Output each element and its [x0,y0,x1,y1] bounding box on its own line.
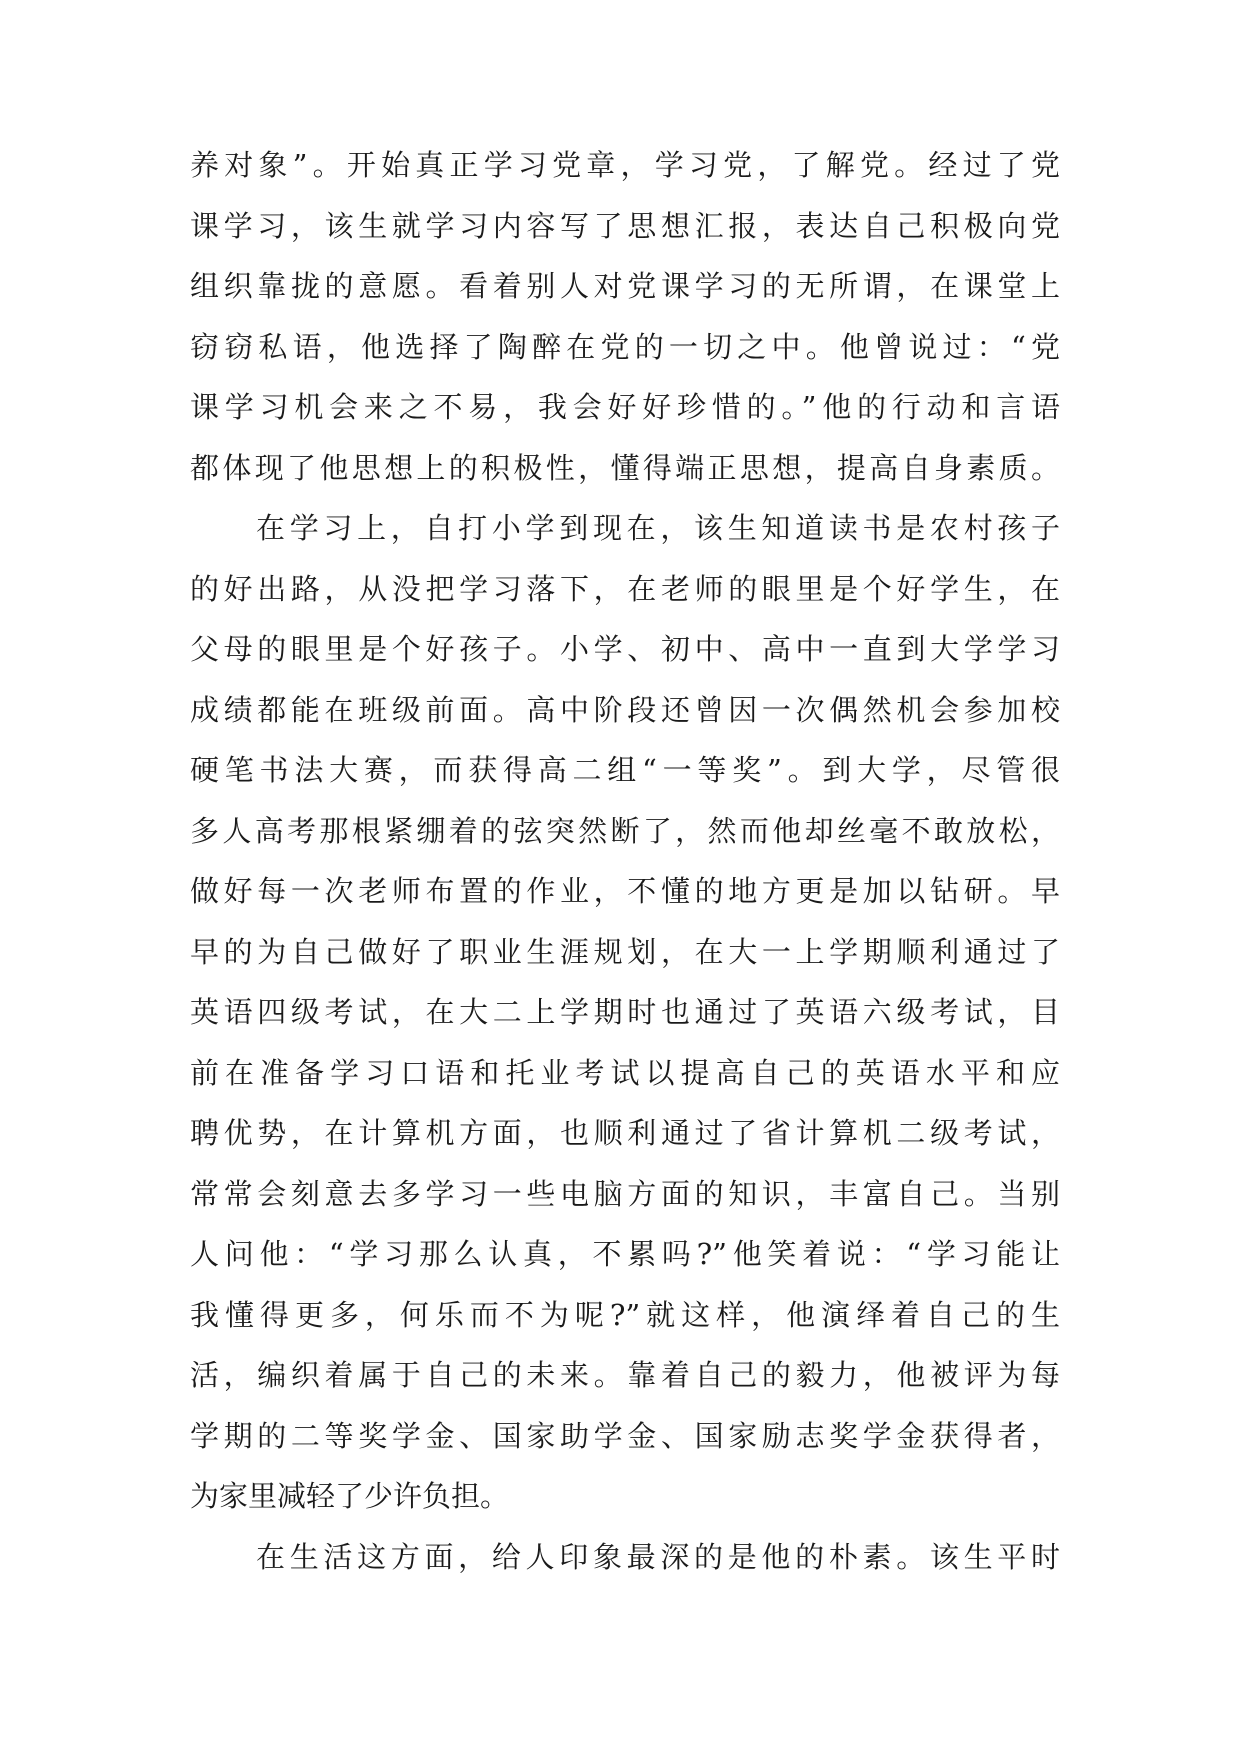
text-line: 活，编织着属于自己的未来。靠着自己的毅力，他被评为每 [190,1358,1060,1392]
text-line: 课学习机会来之不易，我会好好珍惜的。”他的行动和言语 [190,390,1060,424]
text-line: 学期的二等奖学金、国家助学金、国家励志奖学金获得者， [190,1418,1060,1453]
paragraph-life [190,1527,1060,1588]
text-line: 做好每一次老师布置的作业，不懂的地方更是加以钻研。早 [190,874,1060,908]
text-line: 人问他：“学习那么认真，不累吗?”他笑着说：“学习能让 [190,1237,1060,1271]
text-line: 多人高考那根紧绷着的弦突然断了，然而他却丝毫不敢放松， [190,813,1060,848]
text-line: 父母的眼里是个好孩子。小学、初中、高中一直到大学学习 [190,632,1060,666]
text-line: 前在准备学习口语和托业考试以提高自己的英语水平和应 [190,1055,1060,1090]
text-line: 课学习，该生就学习内容写了思想汇报，表达自己积极向党 [190,208,1060,243]
text-line: 为家里减轻了少许负担。 [190,1479,510,1513]
text-line: 早的为自己做好了职业生涯规划，在大一上学期顺利通过了 [190,934,1060,969]
text-line: 硬笔书法大赛，而获得高二组“一等奖”。到大学，尽管很 [190,753,1060,787]
paragraph-party [190,135,1060,498]
text-line: 的好出路，从没把学习落下，在老师的眼里是个好学生，在 [190,571,1060,606]
text-line: 组织靠拢的意愿。看着别人对党课学习的无所谓，在课堂上 [190,269,1060,303]
text-line: 成绩都能在班级前面。高中阶段还曾因一次偶然机会参加校 [190,692,1060,727]
text-line: 我懂得更多，何乐而不为呢?”就这样，他演绎着自己的生 [190,1297,1060,1332]
text-line: 在生活这方面，给人印象最深的是他的朴素。该生平时 [256,1539,1060,1574]
text-line: 养对象”。开始真正学习党章，学习党，了解党。经过了党 [190,148,1060,182]
paragraph-study [190,498,1060,1527]
text-line: 都体现了他思想上的积极性，懂得端正思想，提高自身素质。 [190,450,1060,485]
text-line: 英语四级考试，在大二上学期时也通过了英语六级考试，目 [190,995,1060,1029]
text-line: 在学习上，自打小学到现在，该生知道读书是农村孩子 [256,511,1060,545]
text-line: 窃窃私语，他选择了陶醉在党的一切之中。他曾说过：“党 [190,329,1060,364]
document-page [190,135,1060,1587]
text-line: 常常会刻意去多学习一些电脑方面的知识，丰富自己。当别 [190,1176,1060,1211]
text-line: 聘优势，在计算机方面，也顺利通过了省计算机二级考试， [190,1116,1060,1150]
